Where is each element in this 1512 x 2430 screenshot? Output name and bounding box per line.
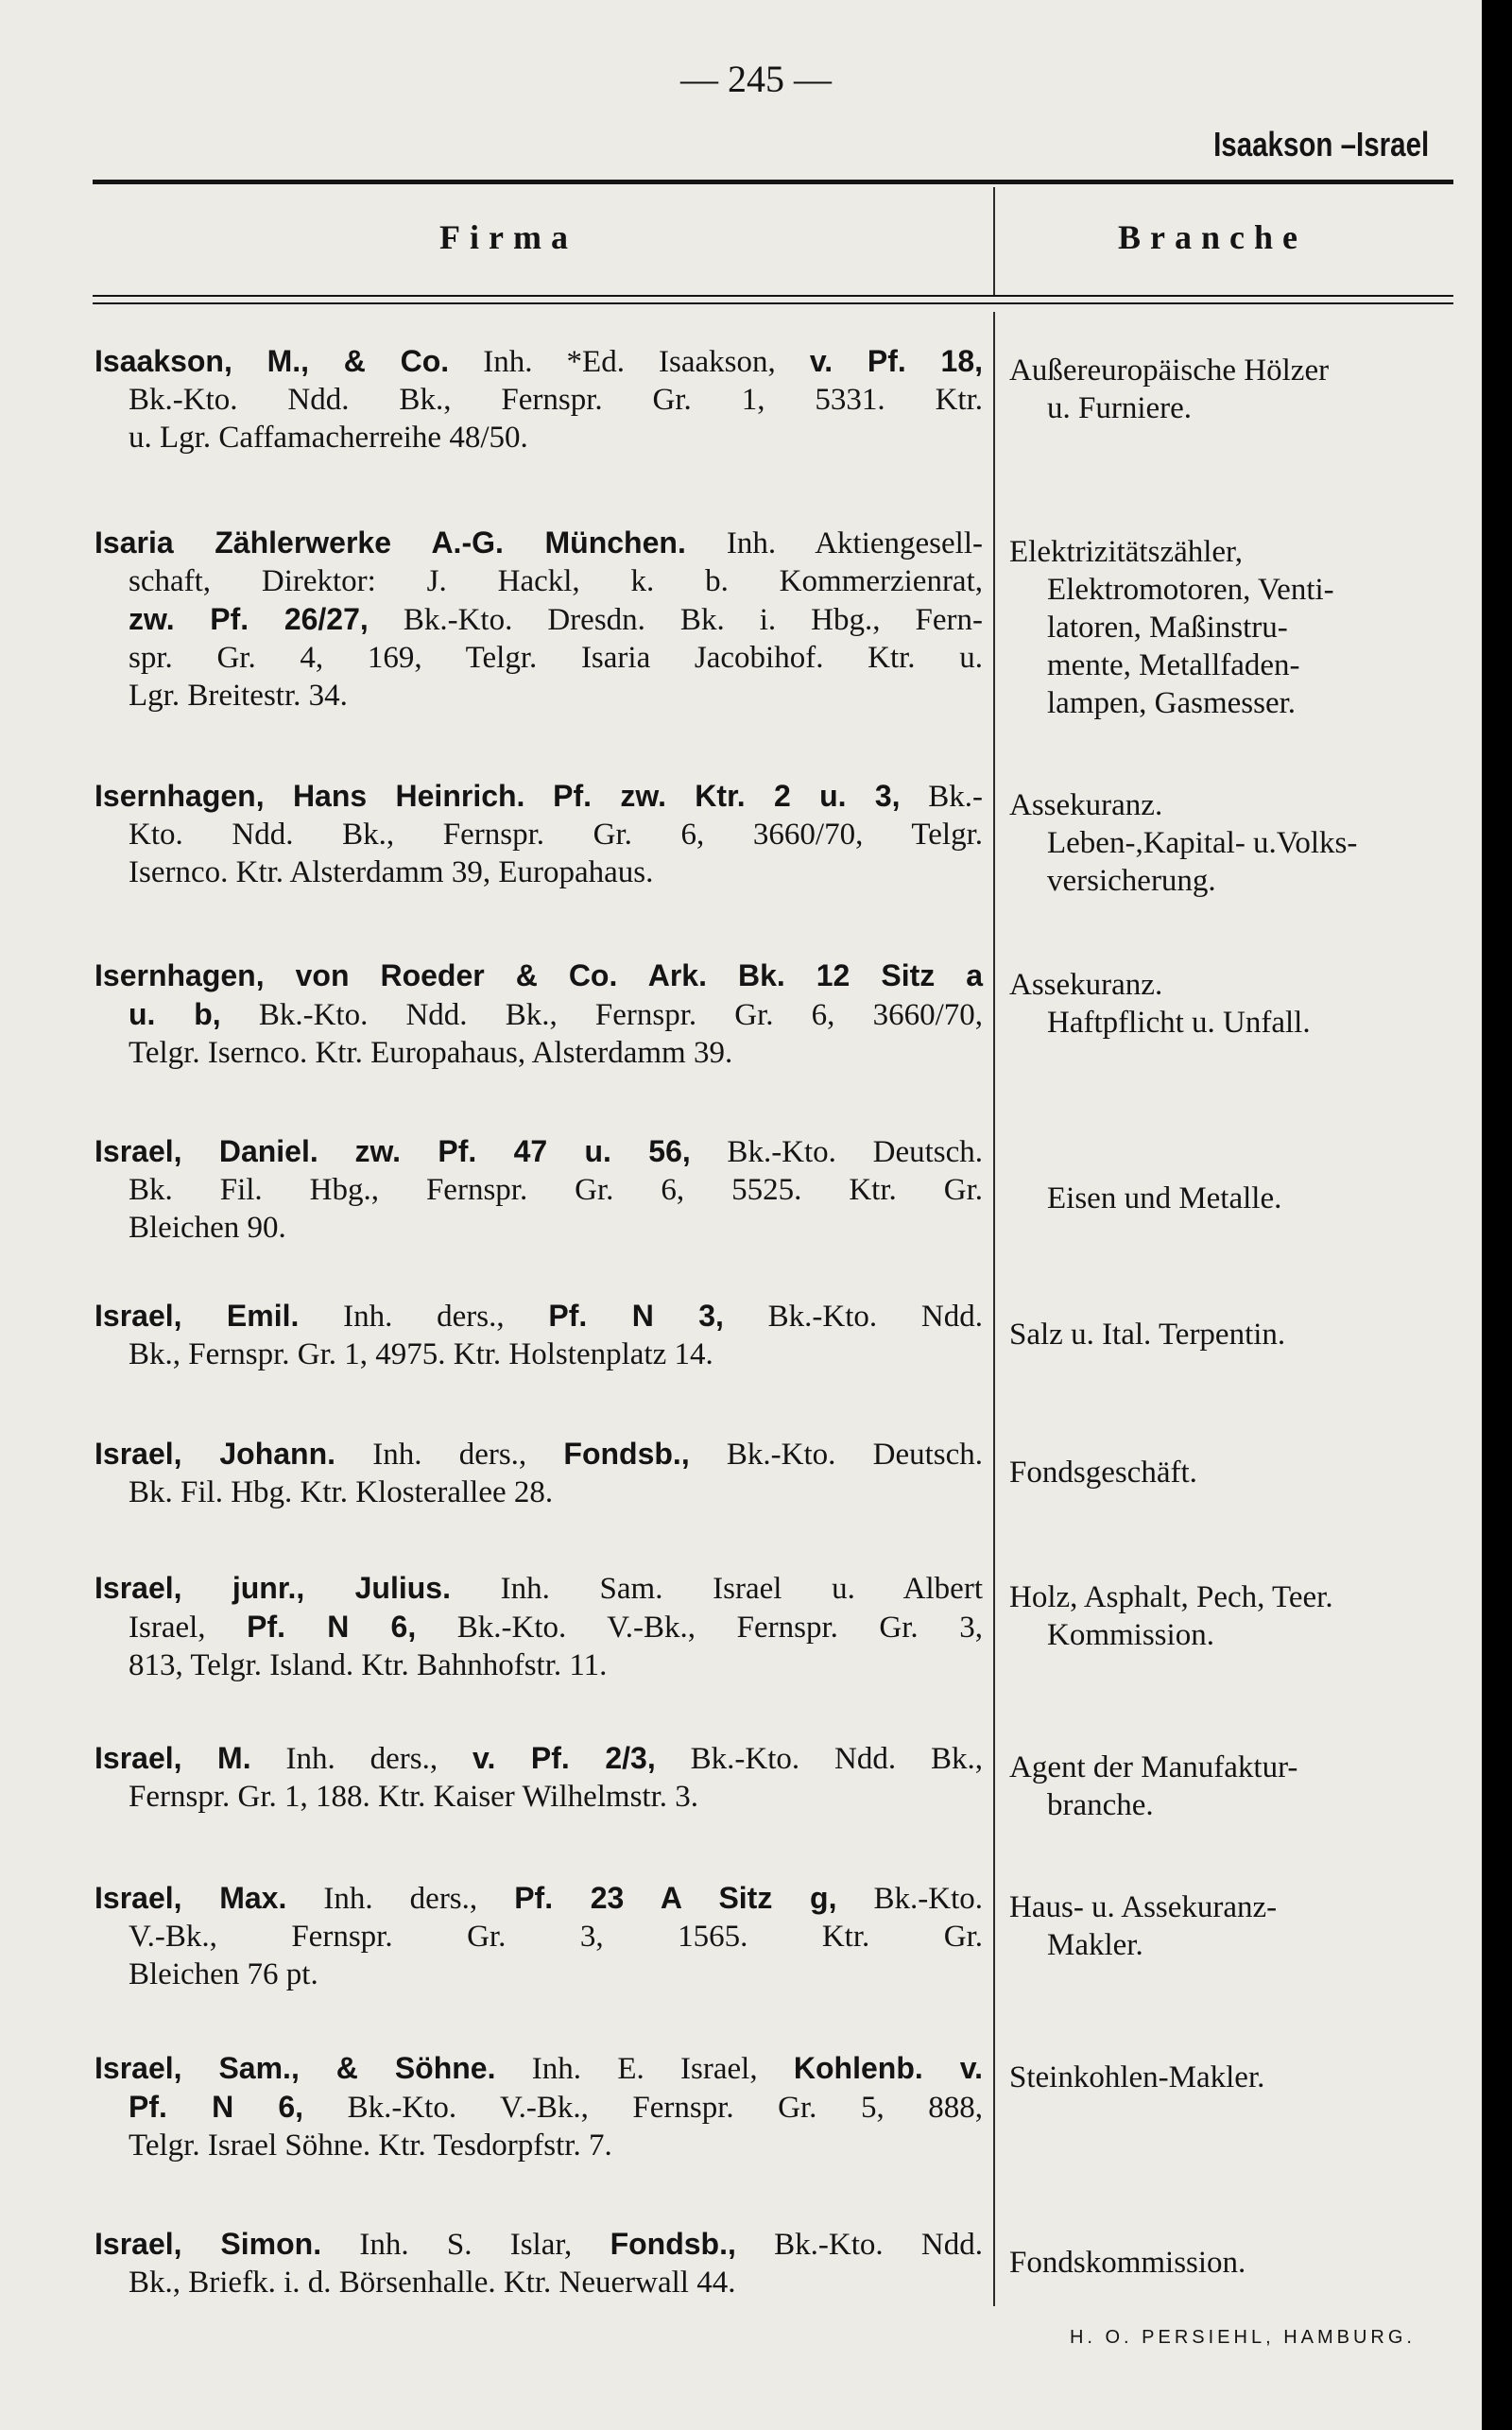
entry-line: [94, 1297, 983, 1336]
entry-line: [94, 853, 983, 891]
entry-text: zw. Pf. 26/27,: [129, 602, 369, 636]
branche-line: Eisen und Metalle.: [1047, 1181, 1282, 1215]
branche-line: Assekuranz.: [1009, 788, 1163, 822]
entry-text: Bk.-Kto. Ndd. Bk., Fernspr. Gr. 6, 3660/70,: [220, 998, 983, 1032]
entry-text: Bk.-: [900, 780, 984, 814]
entry-line: [94, 562, 983, 600]
printer-imprint: H. O. PERSIEHL, HAMBURG.: [1069, 2327, 1416, 2348]
firm-name: Isernhagen, Hans Heinrich.: [94, 779, 525, 813]
branche-line: Haus- u. Assekuranz-: [1009, 1890, 1278, 1924]
firm-name: Israel, junr., Julius.: [94, 1571, 451, 1605]
entry-line: [94, 1474, 983, 1511]
branche-line: [1009, 1142, 1463, 1180]
branche-line: Fondsgeschäft.: [1009, 1456, 1197, 1490]
entry-text: Fondsb.,: [610, 2227, 736, 2261]
entry-text: Bk. Fil. Hbg. Ktr. Klosterallee 28.: [129, 1475, 554, 1509]
entry-firma: [94, 2049, 983, 2164]
entry-text: Pf. 23 A Sitz g,: [514, 1881, 837, 1915]
entry-text: Inh. ders.,: [335, 1438, 564, 1472]
entry-text: Bk.-Kto. V.-Bk., Fernspr. Gr. 5, 888,: [303, 2091, 984, 2125]
entry-firma: [94, 1435, 983, 1511]
entry-text: Bk., Briefk. i. d. Börsenhalle. Ktr. Neuerwall 44.: [129, 2266, 736, 2300]
entry-firma: [94, 2225, 983, 2301]
top-rule: [93, 180, 1453, 184]
firm-name: Isernhagen, von Roeder & Co.: [94, 958, 618, 992]
entry-firma: [94, 1297, 983, 1373]
entry-text: v. Pf. 2/3,: [472, 1741, 656, 1775]
entry-text: Inh. ders.,: [250, 1742, 473, 1776]
header-rule-lower: [93, 302, 1453, 304]
branche-line: Leben-,Kapital- u.Volks-: [1047, 826, 1358, 860]
entry-line: [94, 2264, 983, 2301]
entry-text: Telgr. Israel Söhne. Ktr. Tesdorpfstr. 7.: [129, 2128, 612, 2163]
entry-line: [94, 524, 983, 562]
entry-line: [94, 1778, 983, 1816]
entry-text: Pf. N 6,: [247, 1610, 417, 1644]
entry-text: [617, 959, 647, 993]
branche-line: Haftpflicht u. Unfall.: [1047, 1006, 1311, 1040]
entry-text: u. Lgr. Caffamacherreihe 48/50.: [129, 421, 528, 455]
entry-text: Inh. S. Islar,: [321, 2228, 610, 2262]
entry-text: Bk.-Kto. V.-Bk., Fernspr. Gr. 3,: [416, 1611, 983, 1645]
entry-text: Bleichen 76 pt.: [129, 1957, 318, 1991]
entry-text: Lgr. Breitestr. 34.: [129, 679, 348, 713]
entry-branche: [1009, 1142, 1463, 1217]
entry-text: schaft, Direktor: J. Hackl, k. b. Kommerzienrat,: [129, 564, 983, 598]
entry-line: [94, 1918, 983, 1956]
entry-line: [94, 677, 983, 715]
entry-text: Pf. N 3,: [548, 1299, 724, 1333]
firm-name: Israel, Simon.: [94, 2227, 322, 2261]
entry-line: [94, 600, 983, 639]
branche-line: mente, Metallfaden-: [1047, 648, 1300, 682]
entry-firma: [94, 1132, 983, 1247]
entry-text: Pf. zw. Ktr. 2 u. 3,: [553, 779, 901, 813]
entry-line: [94, 1209, 983, 1247]
entry-branche: [1009, 1578, 1463, 1654]
branche-line: latoren, Maßinstru-: [1047, 611, 1288, 645]
entry-line: [94, 1569, 983, 1608]
branche-line: Assekuranz.: [1009, 968, 1163, 1002]
entry-text: [318, 1135, 355, 1169]
entry-text: Fondsb.,: [563, 1437, 690, 1471]
firm-name: Israel, Emil.: [94, 1299, 300, 1333]
firm-name: Israel, Daniel.: [94, 1134, 318, 1168]
entry-line: [94, 1034, 983, 1072]
entry-text: Fernspr. Gr. 1, 188. Ktr. Kaiser Wilhelmstr. 3.: [129, 1780, 699, 1814]
entry-text: Bk.-Kto. Dresdn. Bk. i. Hbg., Fern-: [368, 603, 983, 637]
header-divider: [993, 187, 995, 296]
entry-text: Ark. Bk. 12 Sitz a: [647, 958, 984, 992]
entry-line: [94, 381, 983, 419]
entry-line: [94, 1435, 983, 1474]
entry-branche: [1009, 786, 1463, 900]
entry-line: [94, 1132, 983, 1171]
branche-line: Elektrizitätszähler,: [1009, 535, 1243, 569]
entry-branche: [1009, 966, 1463, 1042]
entry-text: u. b,: [129, 997, 221, 1031]
entry-text: Inh. E. Israel,: [495, 2052, 794, 2086]
branche-line: Steinkohlen-Makler.: [1009, 2060, 1265, 2094]
branche-line: Makler.: [1047, 1928, 1143, 1962]
entry-branche: [1009, 2059, 1463, 2096]
entry-branche: [1009, 1888, 1463, 1964]
entry-text: Pf. N 6,: [129, 2090, 304, 2124]
entry-text: Inh. ders.,: [299, 1300, 549, 1334]
entry-text: Bk.-Kto. Ndd. Bk.,: [655, 1742, 984, 1776]
entry-text: Bk., Fernspr. Gr. 1, 4975. Ktr. Holstenplatz 14.: [129, 1337, 713, 1371]
entry-text: Israel,: [129, 1611, 248, 1645]
entry-text: Bk.-Kto. Ndd. Bk., Fernspr. Gr. 1, 5331. Ktr.: [129, 383, 983, 417]
entry-text: Bk.-Kto. Deutsch.: [690, 1135, 984, 1169]
entry-line: [94, 1171, 983, 1209]
entry-line: [94, 1739, 983, 1778]
entry-line: [94, 419, 983, 457]
entry-branche: [1009, 1749, 1463, 1824]
entry-line: [94, 956, 983, 995]
entry-line: [94, 995, 983, 1034]
entry-line: [94, 1608, 983, 1646]
column-divider: [993, 312, 995, 2306]
entry-text: Kohlenb. v.: [793, 2051, 984, 2085]
entry-firma: [94, 1879, 983, 1993]
entry-line: [94, 1956, 983, 1993]
entry-line: [94, 639, 983, 677]
entry-text: v. Pf. 18,: [809, 344, 984, 378]
entry-line: [94, 2049, 983, 2088]
branche-line: Außereuropäische Hölzer: [1009, 353, 1330, 388]
branche-line: Holz, Asphalt, Pech, Teer.: [1009, 1580, 1333, 1614]
entry-text: Bk.-Kto. Deutsch.: [689, 1438, 984, 1472]
entry-line: [94, 1879, 983, 1918]
running-head: Isaakson –Israel: [1212, 125, 1429, 164]
entry-text: Inh. Aktiengesell-: [685, 526, 984, 560]
entry-firma: [94, 777, 983, 891]
entry-text: [524, 780, 553, 814]
branche-line: Fondskommission.: [1009, 2246, 1246, 2280]
entry-text: Bk.-Kto.: [836, 1882, 984, 1916]
firm-name: Israel, Johann.: [94, 1437, 336, 1471]
branche-line: Elektromotoren, Venti-: [1047, 573, 1334, 607]
entry-line: [94, 342, 983, 381]
entry-branche: [1009, 1316, 1463, 1353]
entry-firma: [94, 524, 983, 715]
entry-text: Inh. Sam. Israel u. Albert: [450, 1572, 983, 1606]
entry-text: Kto. Ndd. Bk., Fernspr. Gr. 6, 3660/70, Telgr.: [129, 818, 983, 852]
entry-text: 813, Telgr. Island. Ktr. Bahnhofstr. 11.: [129, 1648, 608, 1682]
entry-text: V.-Bk., Fernspr. Gr. 3, 1565. Ktr. Gr.: [129, 1920, 983, 1954]
entry-firma: [94, 342, 983, 457]
branche-line: Agent der Manufaktur-: [1009, 1750, 1298, 1784]
entry-firma: [94, 1739, 983, 1816]
entry-line: [94, 2127, 983, 2164]
entry-text: Bk. Fil. Hbg., Fernspr. Gr. 6, 5525. Ktr. Gr.: [129, 1173, 983, 1207]
entry-text: Isernco. Ktr. Alsterdamm 39, Europahaus.: [129, 855, 654, 889]
entry-text: Bk.-Kto. Ndd.: [723, 1300, 984, 1334]
entry-line: [94, 777, 983, 816]
entry-branche: [1009, 533, 1463, 722]
entry-text: Bleichen 90.: [129, 1211, 286, 1245]
entry-text: zw. Pf. 47 u. 56,: [354, 1134, 691, 1168]
firm-name: Israel, Max.: [94, 1881, 287, 1915]
header-rule-upper: [93, 295, 1453, 297]
entry-text: Bk.-Kto. Ndd.: [735, 2228, 983, 2262]
entry-text: spr. Gr. 4, 169, Telgr. Isaria Jacobihof. Ktr. u.: [129, 641, 983, 675]
firm-name: Israel, Sam., & Söhne.: [94, 2051, 496, 2085]
branche-line: branche.: [1047, 1788, 1154, 1822]
entry-firma: [94, 1569, 983, 1684]
entry-branche: [1009, 1454, 1463, 1491]
page-number: — 245 —: [680, 58, 832, 100]
entry-text: Inh. ders.,: [286, 1882, 515, 1916]
column-header-branche: Branche: [1118, 218, 1307, 256]
entry-line: [94, 816, 983, 853]
firm-name: Isaakson, M., & Co.: [94, 344, 450, 378]
column-header-firma: Firma: [439, 218, 577, 256]
branche-line: versicherung.: [1047, 864, 1216, 898]
entry-branche: [1009, 352, 1463, 427]
entry-line: [94, 2088, 983, 2127]
entry-text: Telgr. Isernco. Ktr. Europahaus, Alsterdamm 39.: [129, 1036, 733, 1070]
branche-line: Kommission.: [1047, 1618, 1214, 1652]
branche-line: lampen, Gasmesser.: [1047, 686, 1297, 720]
entry-line: [94, 1336, 983, 1373]
entry-firma: [94, 956, 983, 1072]
entry-text: Inh. *Ed. Isaakson,: [449, 345, 810, 379]
firm-name: Israel, M.: [94, 1741, 251, 1775]
branche-line: u. Furniere.: [1047, 391, 1193, 425]
entry-branche: [1009, 2244, 1463, 2282]
entry-line: [94, 2225, 983, 2264]
firm-name: Isaria Zählerwerke A.-G. München.: [94, 526, 686, 560]
branche-line: Salz u. Ital. Terpentin.: [1009, 1318, 1286, 1352]
entry-line: [94, 1646, 983, 1684]
